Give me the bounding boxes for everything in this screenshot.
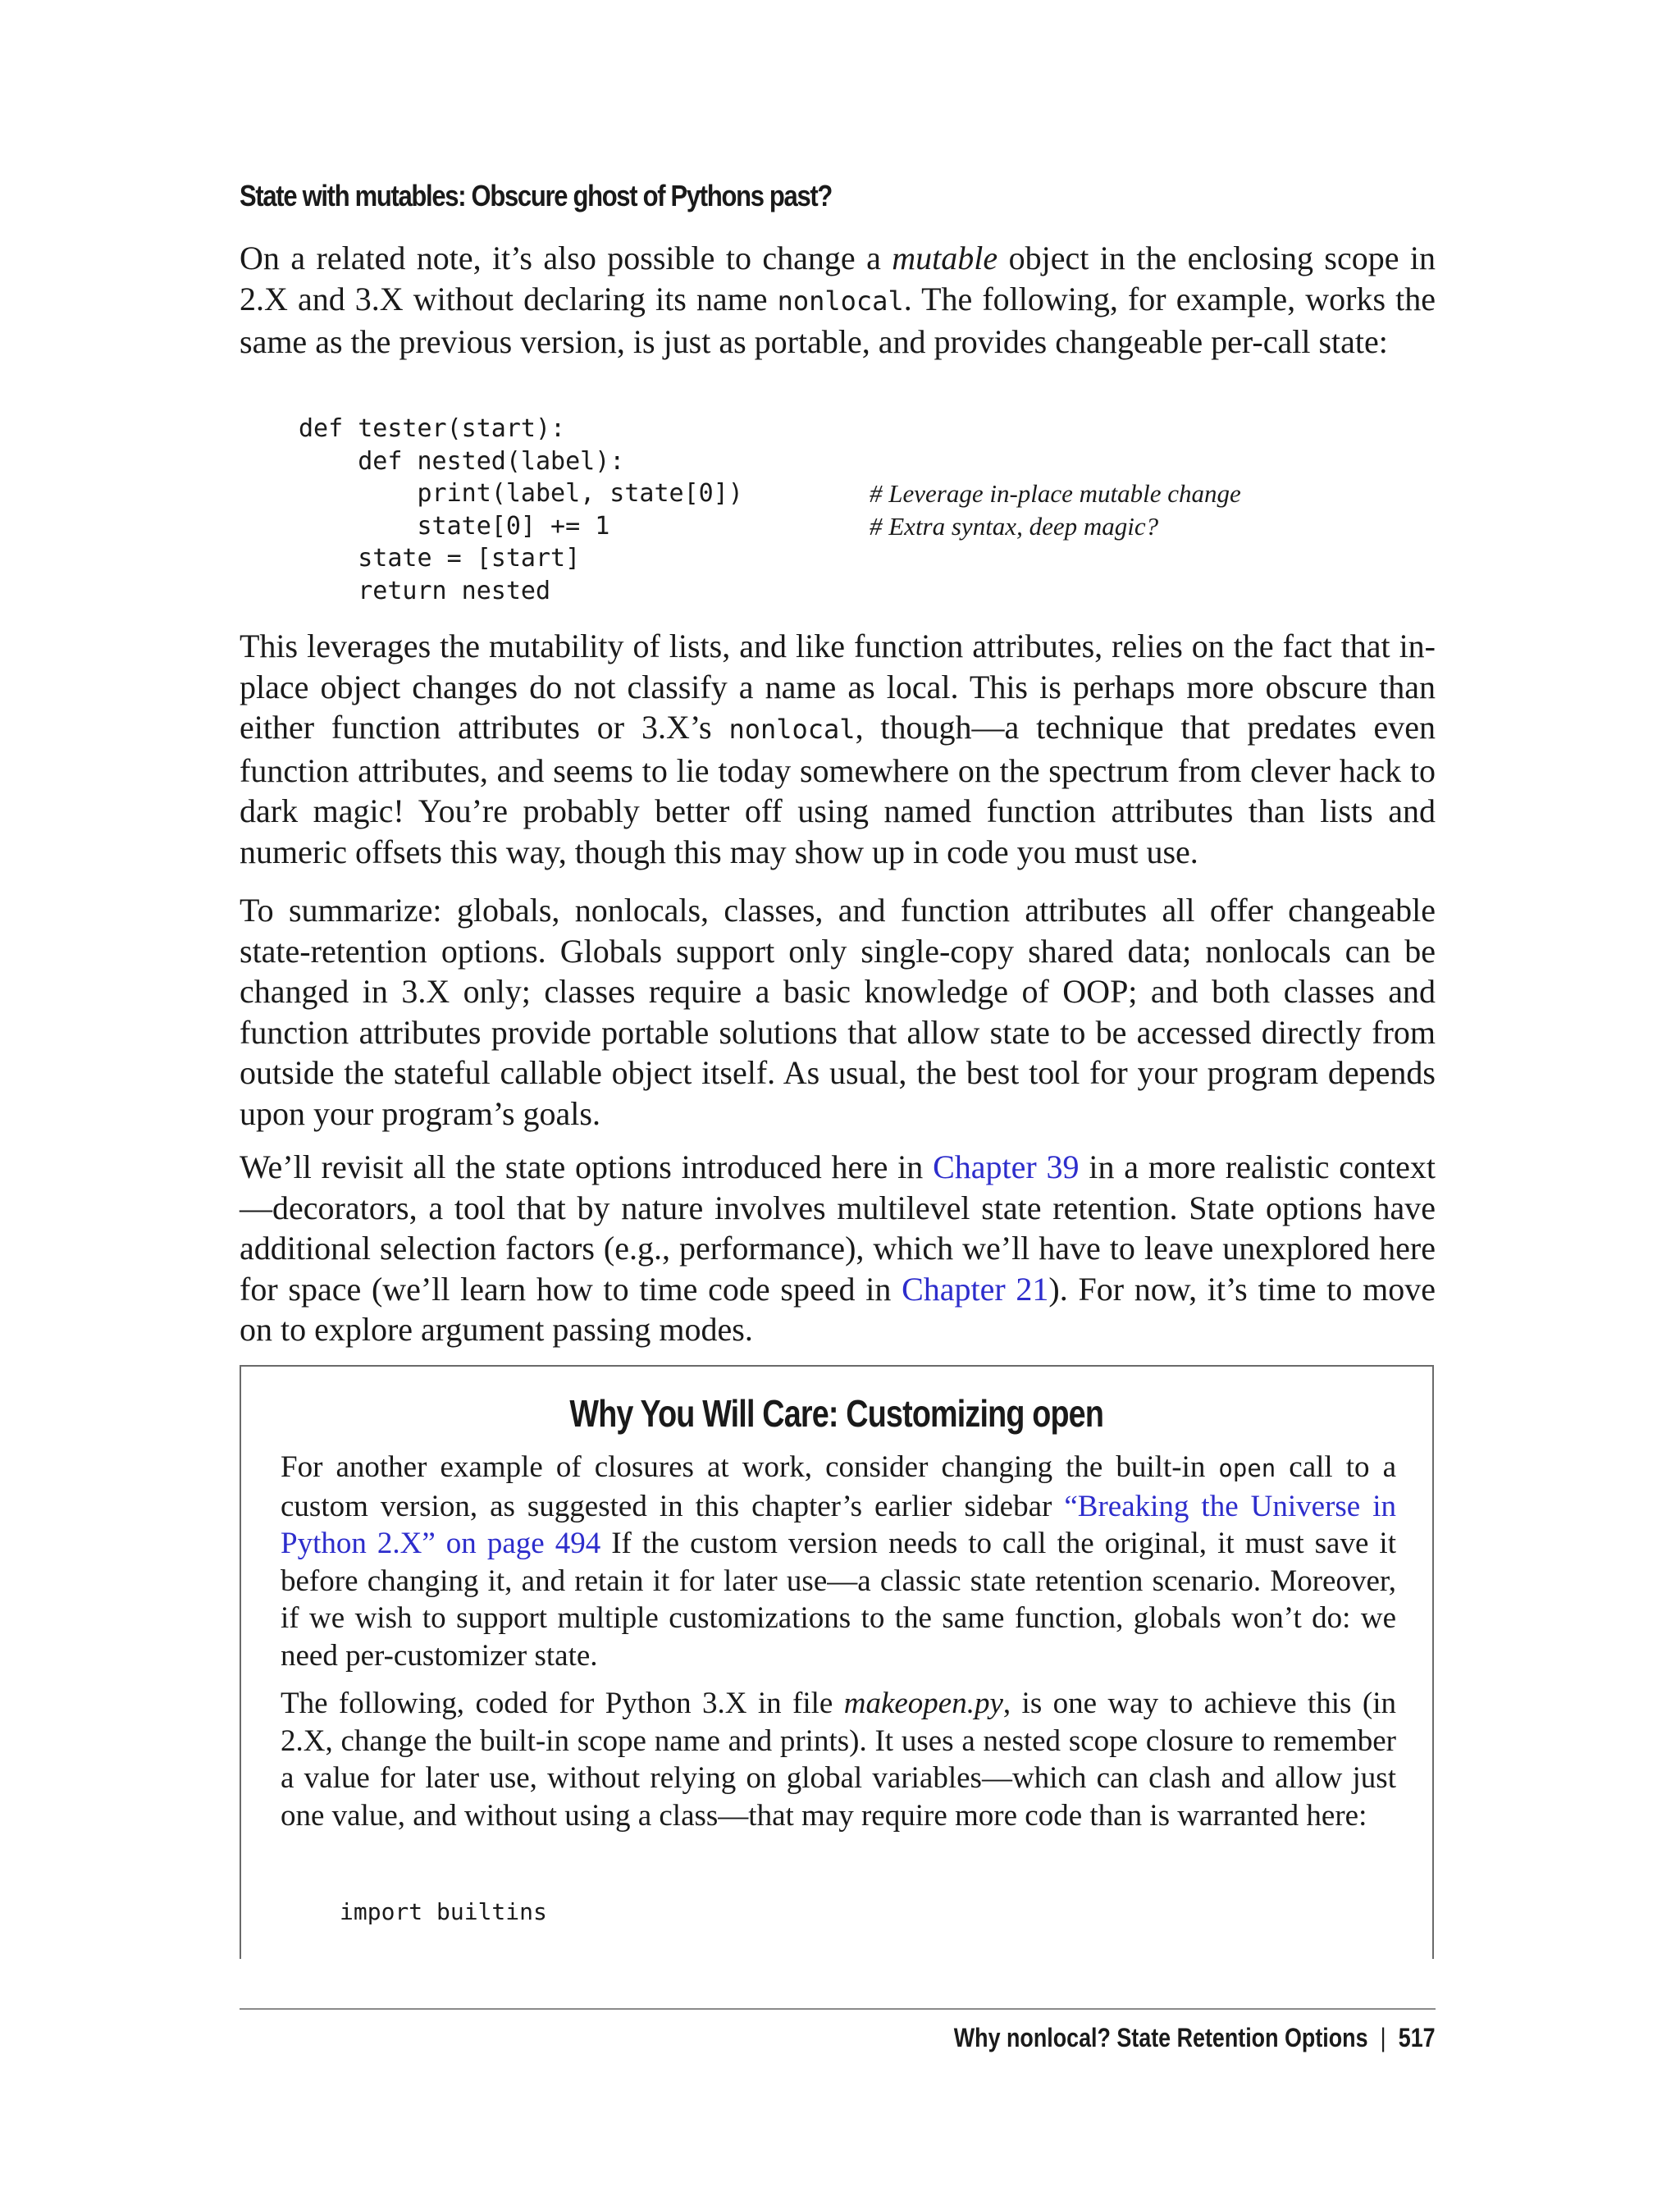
code-block-tester	[299, 413, 743, 607]
code-line: def tester(start):	[299, 414, 566, 443]
code-line: return nested	[299, 576, 551, 605]
inline-code: nonlocal	[728, 714, 856, 745]
text: ). For now, it’s time to move on to explore argument passing modes.	[240, 1270, 1436, 1348]
paragraph-mutable-intro	[240, 238, 1436, 363]
text: , though—a technique that predates even function attributes, and seems to lie today somewhere on the spectrum from clever hack to dark magic! You’re probably better off using named function attributes than lists and numeric offsets this way, though this may show up in code you must use.	[240, 709, 1436, 870]
text: in a more realistic context—decorators, a tool that by nature involves multilevel state retention. State options have additional selection factors (e.g., performance), which we’ll have to leave unexplored here for space (we’ll learn how to time code speed in	[240, 1148, 1436, 1308]
code-line: def nested(label):	[299, 446, 625, 476]
emphasis: makeopen.py	[843, 1687, 1003, 1720]
page-number: 517	[1399, 2023, 1436, 2052]
code-line: state[0] += 1	[299, 511, 610, 541]
chapter-21-link[interactable]: Chapter 21	[902, 1270, 1049, 1308]
code-comment: # Extra syntax, deep magic?	[870, 512, 1159, 541]
sidebar-paragraph-2	[281, 1685, 1396, 1834]
text: This leverages the mutability of lists, and like function attributes, relies on the fact that in-place object changes do not classify a name as local. This is perhaps more obscure than either function attributes or 3.X’s	[240, 628, 1436, 746]
sidebar-title-text: Why You Will Care: Customizing open	[569, 1392, 1104, 1435]
text: We’ll revisit all the state options introduced here in	[240, 1148, 934, 1185]
text: On a related note, it’s also possible to change a	[240, 240, 892, 276]
page-footer	[954, 2023, 1436, 2053]
inline-code: nonlocal	[777, 285, 904, 317]
text: object in the enclosing scope in 2.X and 3.X without declaring its name	[240, 240, 1436, 317]
emphasis: mutable	[892, 240, 998, 276]
sidebar-title	[241, 1391, 1432, 1436]
text: , is one way to achieve this (in 2.X, change the built-in scope name and prints). It uses a nested scope closure to remember a value for later use, without relying on global variables—which can clash and allow just one value, and without using a class—that may require more code than is warranted here:	[281, 1687, 1396, 1833]
text: . The following, for example, works the same as the previous version, is just as portable, and provides changeable per-call state:	[240, 280, 1436, 360]
paragraph-revisit	[240, 1147, 1436, 1350]
text: The following, coded for Python 3.X in file	[281, 1687, 844, 1720]
running-title: Why nonlocal? State Retention Options	[954, 2023, 1368, 2052]
sidebar-code: import builtins	[340, 1898, 547, 1925]
footer-divider	[240, 2008, 1436, 2010]
text: call to a custom version, as suggested in this chapter’s earlier sidebar	[281, 1450, 1397, 1523]
code-line: print(label, state[0])	[299, 479, 743, 508]
code-comment: # Leverage in-place mutable change	[870, 479, 1241, 508]
sidebar-box	[240, 1365, 1434, 1959]
text: If the custom version needs to call the original, it must save it before changing it, and retain it for later use—a classic state retention scenario. Moreover, if we wish to support multiple customizations to the same function, globals won’t do: we need per-customizer state.	[281, 1527, 1396, 1673]
code-line: state = [start]	[299, 544, 581, 573]
inline-code: open	[1218, 1454, 1276, 1482]
sidebar-paragraph-1	[281, 1449, 1396, 1675]
text: For another example of closures at work, consider changing the built-in	[281, 1450, 1219, 1484]
section-heading: State with mutables: Obscure ghost of Pythons past?	[240, 179, 833, 212]
paragraph-summary: To summarize: globals, nonlocals, classes, and function attributes all offer changeable state-retention options. Globals support only single-copy shared data; nonlocals can be changed in 3.X only; classes require a basic knowledge of OOP; and both classes and function attributes provide portable solutions that allow state to be accessed directly from outside the stateful callable object itself. As usual, the best tool for your program depends upon your program’s goals.	[240, 892, 1436, 1132]
paragraph-leverages	[240, 626, 1436, 872]
footer-separator: |	[1381, 2023, 1387, 2052]
chapter-39-link[interactable]: Chapter 39	[933, 1148, 1080, 1185]
breaking-universe-link[interactable]: “Breaking the Universe in Python 2.X” on page 494	[281, 1489, 1397, 1561]
